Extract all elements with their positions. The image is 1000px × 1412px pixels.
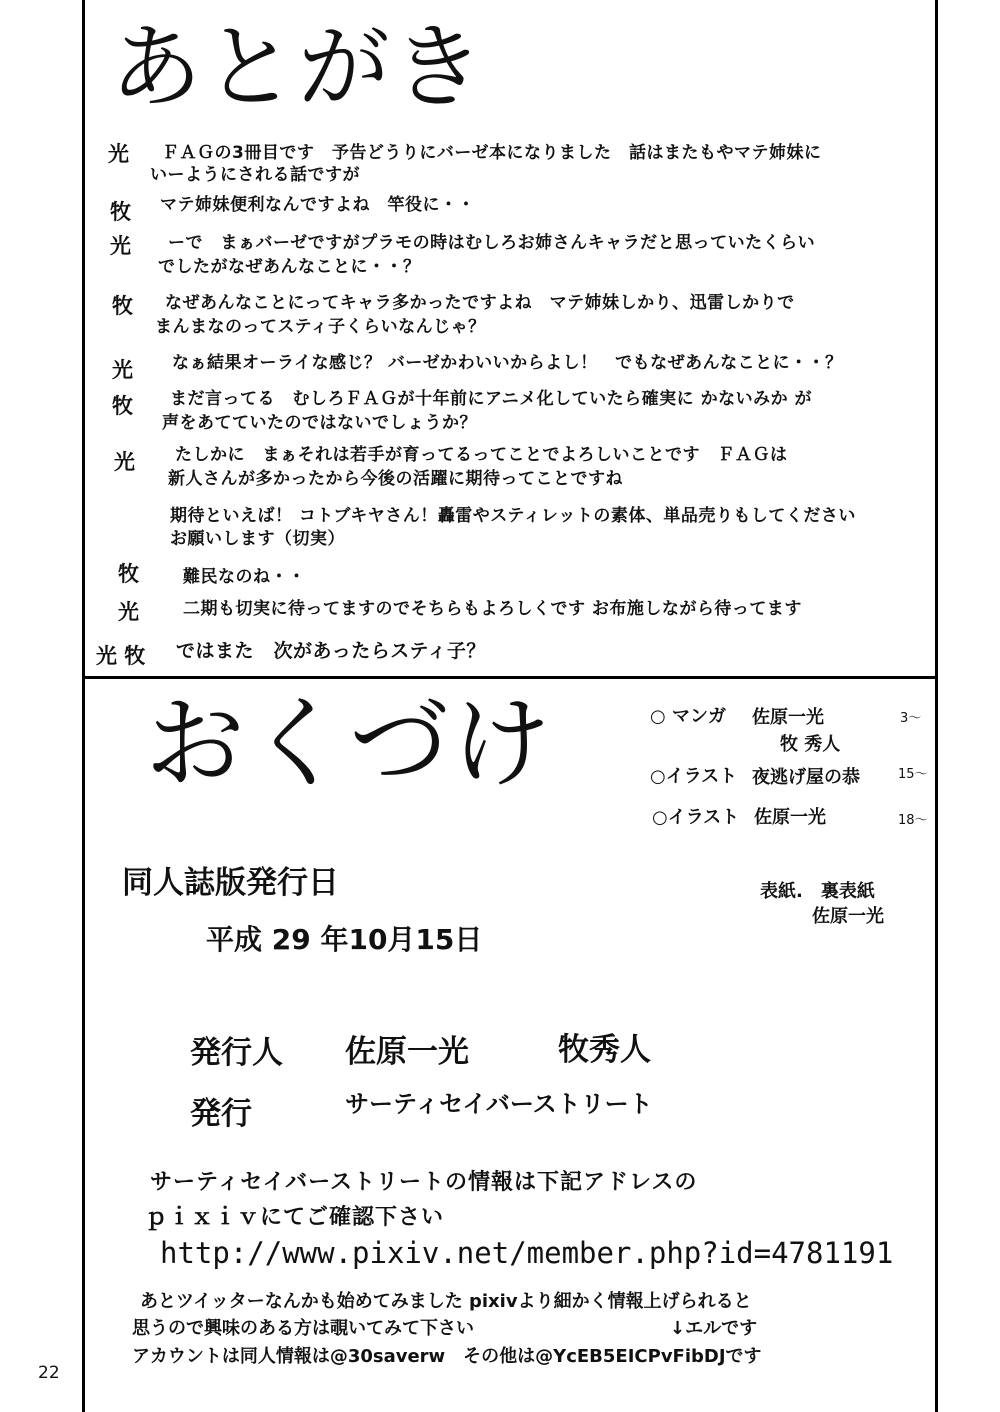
credit-name: 佐原一光 — [752, 707, 824, 728]
cover-name: 佐原一光 — [812, 906, 884, 927]
speaker-label: 光 — [114, 450, 135, 474]
speaker-label: 光 牧 — [96, 644, 146, 668]
credit-name: 牧 秀人 — [780, 734, 841, 755]
speaker-label: 牧 — [112, 294, 133, 318]
dialogue-line: ーで まぁバーゼですがプラモの時はむしろお姉さんキャラだと思っていたくらい — [168, 233, 816, 253]
credit-role: ○ マンガ — [650, 706, 726, 727]
page-number: 22 — [38, 1363, 60, 1383]
speaker-label: 光 — [108, 142, 129, 166]
issue-date: 平成 29 年10月15日 — [206, 923, 483, 956]
issue-heading: 同人誌版発行日 — [122, 865, 339, 901]
publisher-label: 発行人 — [190, 1035, 283, 1071]
credit-page: 15～ — [898, 767, 928, 782]
dialogue-line: まんまなのってスティ子くらいなんじゃ？ — [155, 317, 486, 337]
info-text: サーティセイバーストリートの情報は下記アドレスの — [150, 1170, 698, 1195]
twitter-text: あとツイッターなんかも始めてみました pixivより細かく情報上げられると — [140, 1291, 752, 1312]
credit-role: ○イラスト — [652, 807, 740, 828]
dialogue-line: ＦＡＧの3冊目です 予告どうりにバーゼ本になりました 話はまたもやマテ姉妹に — [162, 143, 822, 163]
credit-page: 3～ — [900, 711, 922, 726]
dialogue-line: なぜあんなことにってキャラ多かったですよね マテ姉妹しかり、迅雷しかりで — [165, 293, 795, 313]
dialogue-line: マテ姉妹便利なんですよね 竿役に・・ — [160, 195, 475, 215]
dialogue-line: 二期も切実に待ってますのでそちらもよろしくです お布施しながら待ってます — [183, 599, 802, 619]
frame-left-line — [82, 0, 85, 680]
twitter-arrow-text: ↓エルです — [670, 1318, 758, 1339]
dialogue-line: たしかに まぁそれは若手が育ってるってことでよろしいことです ＦＡＧは — [175, 445, 788, 465]
info-text: ｐｉｘｉｖにてご確認下さい — [145, 1205, 445, 1230]
frame-left-lower-line — [82, 676, 85, 1412]
dialogue-line: お願いします（切実） — [170, 529, 345, 549]
speaker-label: 光 — [112, 358, 133, 382]
speaker-label: 牧 — [110, 200, 131, 224]
dialogue-line: 声をあてていたのではないでしょうか？ — [162, 413, 477, 433]
pixiv-url[interactable]: http://www.pixiv.net/member.php?id=4781191 — [160, 1236, 894, 1270]
credit-page: 18～ — [898, 813, 928, 828]
dialogue-line: いーようにされる話ですが — [150, 165, 360, 185]
credit-role: ○イラスト — [650, 766, 738, 787]
dialogue-line: 難民なのね・・ — [183, 567, 306, 587]
issuer-label: 発行 — [190, 1096, 252, 1132]
speaker-label: 光 — [110, 234, 131, 258]
credit-name: 夜逃げ屋の恭 — [752, 767, 860, 788]
colophon-title: おくづけ — [145, 685, 553, 802]
credit-name: 佐原一光 — [754, 807, 826, 828]
frame-right-line — [935, 0, 938, 1412]
dialogue-line: 新人さんが多かったから今後の活躍に期待ってことですね — [168, 469, 623, 489]
dialogue-line: まだ言ってる むしろＦＡＧが十年前にアニメ化していたら確実に かないみか が — [170, 389, 812, 409]
speaker-label: 牧 — [112, 394, 133, 418]
speaker-label: 牧 — [118, 562, 139, 586]
afterword-title: あとがき — [110, 14, 487, 121]
publisher-name: 牧秀人 — [558, 1032, 651, 1068]
speaker-label: 光 — [118, 600, 139, 624]
publisher-name: 佐原一光 — [345, 1034, 469, 1070]
dialogue-line: なぁ結果オーライな感じ？ バーゼかわいいからよし！ でもなぜあんなことに・・？ — [172, 353, 843, 373]
dialogue-line: 期待といえば！ コトブキヤさん！轟雷やスティレットの素体、単品売りもしてください — [170, 506, 856, 526]
issuer-name: サーティセイバーストリート — [345, 1090, 653, 1118]
twitter-accounts: アカウントは同人情報は@30saverw その他は@YcEB5EICPvFibDJです — [132, 1346, 762, 1367]
dialogue-line: でしたがなぜあんなことに・・？ — [158, 257, 421, 277]
twitter-text: 思うので興味のある方は覗いてみて下さい — [132, 1318, 474, 1339]
cover-label: 表紙. 裏表紙 — [760, 881, 875, 902]
frame-divider-line — [82, 676, 938, 679]
dialogue-line: ではまた 次があったらスティ子？ — [176, 640, 486, 662]
